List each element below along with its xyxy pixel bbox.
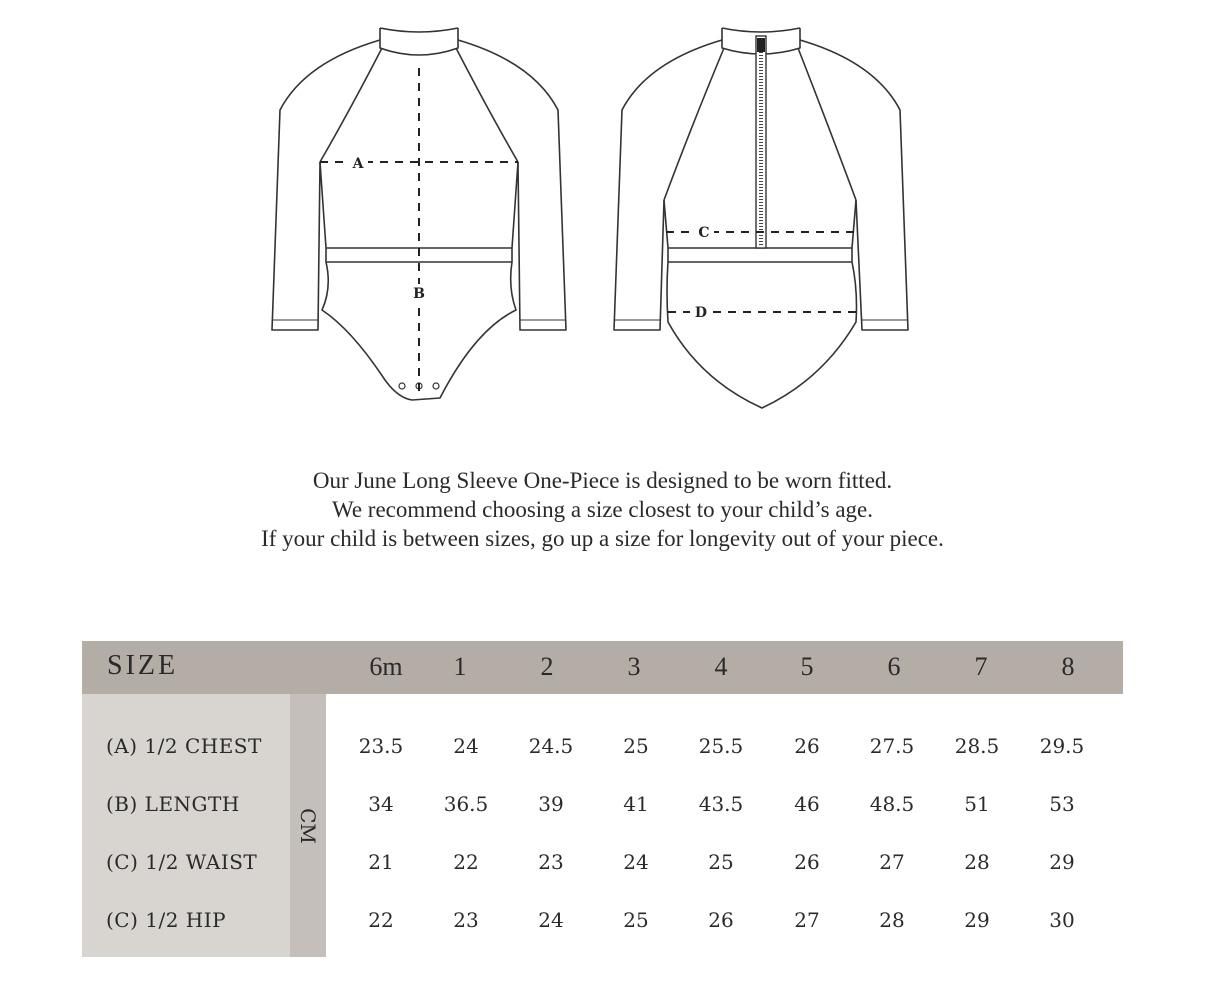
measurement-cell: 36.5 bbox=[443, 792, 489, 816]
measurement-cell: 51 bbox=[964, 792, 990, 816]
description-line-3: If your child is between sizes, go up a size for longevity out of your piece. bbox=[261, 526, 944, 551]
garment-illustrations bbox=[0, 0, 1205, 430]
measurement-cell: 48.5 bbox=[869, 792, 915, 816]
measurement-cell: 25.5 bbox=[698, 734, 744, 758]
measurement-cell: 24 bbox=[538, 908, 564, 932]
measurement-cell: 26 bbox=[708, 908, 734, 932]
size-column-header: 3 bbox=[627, 652, 641, 681]
measurement-cell: 23 bbox=[453, 908, 479, 932]
measurement-cell: 21 bbox=[368, 850, 394, 874]
row-label-chest: (A) 1/2 CHEST bbox=[106, 734, 262, 758]
measurement-cell: 27 bbox=[879, 850, 905, 874]
back-zipper bbox=[756, 36, 766, 248]
description-line-2: We recommend choosing a size closest to your child’s age. bbox=[331, 497, 874, 522]
measurement-cell: 29 bbox=[1049, 850, 1075, 874]
fit-description bbox=[0, 466, 1205, 553]
measurement-cell: 24 bbox=[453, 734, 479, 758]
row-label-hip: (C) 1/2 HIP bbox=[106, 908, 227, 932]
size-column-header: 6 bbox=[887, 652, 901, 681]
measurement-cell: 24.5 bbox=[528, 734, 574, 758]
size-column-header: 6m bbox=[369, 652, 403, 681]
measurement-cell: 25 bbox=[623, 908, 649, 932]
row-label-length: (B) LENGTH bbox=[106, 792, 240, 816]
measurement-cell: 30 bbox=[1049, 908, 1075, 932]
measurement-cell: 27.5 bbox=[869, 734, 915, 758]
size-column-header: 7 bbox=[974, 652, 988, 681]
measurement-cell: 22 bbox=[453, 850, 479, 874]
size-header-row bbox=[82, 641, 1123, 694]
measurement-cell: 39 bbox=[538, 792, 564, 816]
size-column-header: 8 bbox=[1061, 652, 1075, 681]
measurement-cell: 43.5 bbox=[698, 792, 744, 816]
measurement-labels-column bbox=[82, 694, 290, 957]
front-label-a: A bbox=[352, 156, 364, 172]
unit-label: CM bbox=[296, 807, 320, 844]
measurement-cell: 26 bbox=[794, 734, 820, 758]
measurement-cell: 24 bbox=[623, 850, 649, 874]
front-measure-lines bbox=[320, 68, 518, 396]
size-column-header: 5 bbox=[800, 652, 814, 681]
front-label-b: B bbox=[413, 286, 425, 302]
measurement-cell: 34 bbox=[368, 792, 394, 816]
measurement-cell: 22 bbox=[368, 908, 394, 932]
measurement-cell: 27 bbox=[794, 908, 820, 932]
measurement-cell: 23 bbox=[538, 850, 564, 874]
back-label-c: C bbox=[698, 225, 710, 241]
size-column-header: 4 bbox=[714, 652, 728, 681]
measurement-cell: 25 bbox=[708, 850, 734, 874]
size-header-label: SIZE bbox=[107, 650, 179, 681]
measurement-cell: 25 bbox=[623, 734, 649, 758]
measurement-cell: 53 bbox=[1049, 792, 1075, 816]
measurement-cell: 28.5 bbox=[954, 734, 1000, 758]
measurement-cell: 28 bbox=[964, 850, 990, 874]
measurement-cell: 26 bbox=[794, 850, 820, 874]
size-column-header: 1 bbox=[453, 652, 467, 681]
measurement-cell: 29 bbox=[964, 908, 990, 932]
unit-column bbox=[290, 694, 326, 957]
measurement-cell: 23.5 bbox=[358, 734, 404, 758]
back-label-d: D bbox=[694, 305, 708, 321]
row-label-waist: (C) 1/2 WAIST bbox=[106, 850, 258, 874]
measurement-cell: 28 bbox=[879, 908, 905, 932]
description-line-1: Our June Long Sleeve One-Piece is designed to be worn fitted. bbox=[312, 468, 893, 493]
measurement-cell: 41 bbox=[623, 792, 649, 816]
measurement-cell: 46 bbox=[794, 792, 820, 816]
measurement-cell: 29.5 bbox=[1039, 734, 1085, 758]
size-column-header: 2 bbox=[540, 652, 554, 681]
